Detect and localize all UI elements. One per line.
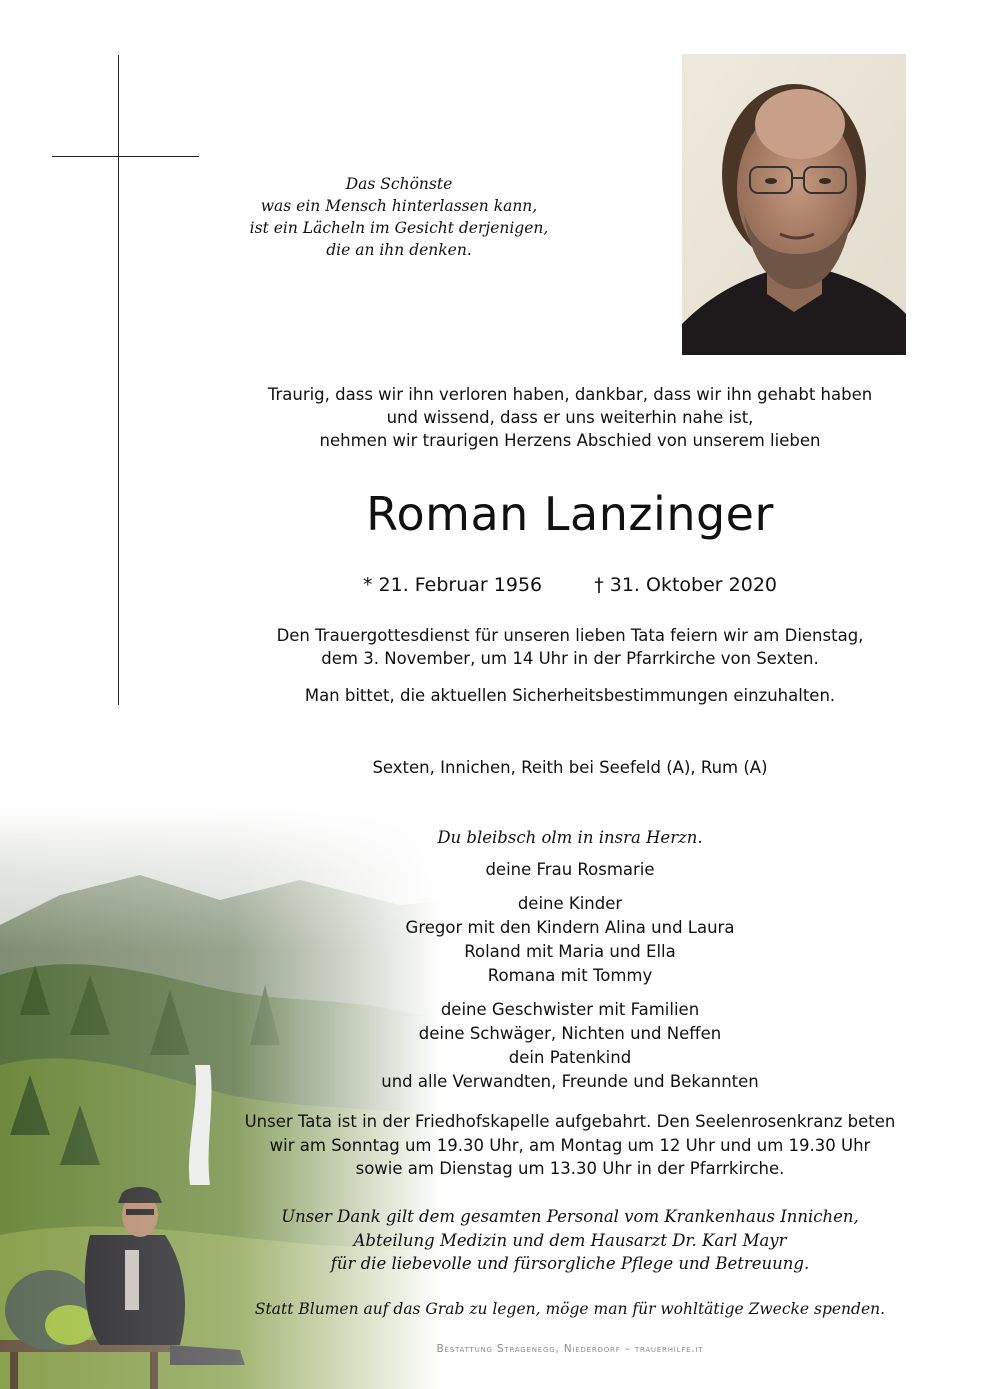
places-line: Sexten, Innichen, Reith bei Seefeld (A), Rum (A) — [372, 758, 768, 777]
birth-date: * 21. Februar 1956 — [362, 574, 543, 596]
quote-line: ist ein Lächeln im Gesicht derjenigen, — [249, 219, 549, 237]
mourner-children-group — [230, 892, 910, 988]
wake-line: wir am Sonntag um 19.30 Uhr, am Montag um 12 Uhr und um 19.30 Uhr — [269, 1135, 871, 1155]
service-line: dem 3. November, um 14 Uhr in der Pfarrkirche von Sexten. — [321, 649, 819, 668]
donation-note: Statt Blumen auf das Grab zu legen, möge man für wohltätige Zwecke spenden. — [254, 1300, 886, 1318]
intro-line: nehmen wir traurigen Herzens Abschied von unserem lieben — [319, 431, 821, 450]
funeral-service-text — [230, 624, 910, 670]
mourner-entry: deine Schwäger, Nichten und Neffen — [418, 1024, 722, 1043]
mourners-list — [230, 826, 910, 1104]
portrait-photo — [682, 54, 906, 355]
thanks-line: Abteilung Medizin und dem Hausarzt Dr. Karl Mayr — [353, 1230, 787, 1250]
quote-line: die an ihn denken. — [326, 241, 472, 259]
mourner-entry: Roland mit Maria und Ella — [464, 942, 676, 961]
mourner-entry: und alle Verwandten, Freunde und Bekannten — [381, 1072, 759, 1091]
mourner-wife: deine Frau Rosmarie — [485, 860, 655, 879]
intro-line: Traurig, dass wir ihn verloren haben, dankbar, dass wir ihn gehabt haben — [267, 385, 873, 404]
thanks-line: für die liebevolle und fürsorgliche Pflege und Betreuung. — [330, 1254, 810, 1273]
funeral-home-footer: Bestattung Stragenegg, Niederdorf – trauerhilfe.it — [436, 1343, 704, 1355]
mourner-entry: dein Patenkind — [508, 1048, 632, 1067]
service-line: Den Trauergottesdienst für unseren lieben Tata feiern wir am Dienstag, — [276, 626, 864, 645]
quote-line: was ein Mensch hinterlassen kann, — [260, 197, 538, 215]
mourner-relatives-group — [230, 998, 910, 1094]
quote-line: Das Schönste — [345, 175, 453, 193]
safety-notice: Man bittet, die aktuellen Sicherheitsbestimmungen einzuhalten. — [304, 686, 836, 705]
memorial-quote — [240, 173, 558, 261]
mourner-entry: Romana mit Tommy — [487, 966, 653, 985]
mourner-entry: deine Kinder — [517, 894, 623, 913]
thanks-line: Unser Dank gilt dem gesamten Personal vom Krankenhaus Innichen, — [281, 1207, 859, 1226]
intro-line: und wissend, dass er uns weiterhin nahe ist, — [386, 408, 754, 427]
cross-vertical-bar — [118, 55, 119, 705]
intro-text — [230, 383, 910, 452]
family-motto: Du bleibsch olm in insra Herzn. — [437, 828, 703, 847]
wake-line: Unser Tata ist in der Friedhofskapelle aufgebahrt. Den Seelenrosenkranz beten — [244, 1112, 896, 1131]
life-dates — [230, 572, 910, 598]
wake-info — [230, 1110, 910, 1181]
death-date: † 31. Oktober 2020 — [594, 574, 778, 596]
mourner-entry: deine Geschwister mit Familien — [440, 1000, 700, 1019]
wake-line: sowie am Dienstag um 13.30 Uhr in der Pfarrkirche. — [355, 1159, 785, 1178]
deceased-name: Roman Lanzinger — [366, 487, 774, 541]
cross-horizontal-bar — [52, 156, 199, 157]
mourner-entry: Gregor mit den Kindern Alina und Laura — [405, 918, 735, 937]
thanks-text — [230, 1205, 910, 1276]
